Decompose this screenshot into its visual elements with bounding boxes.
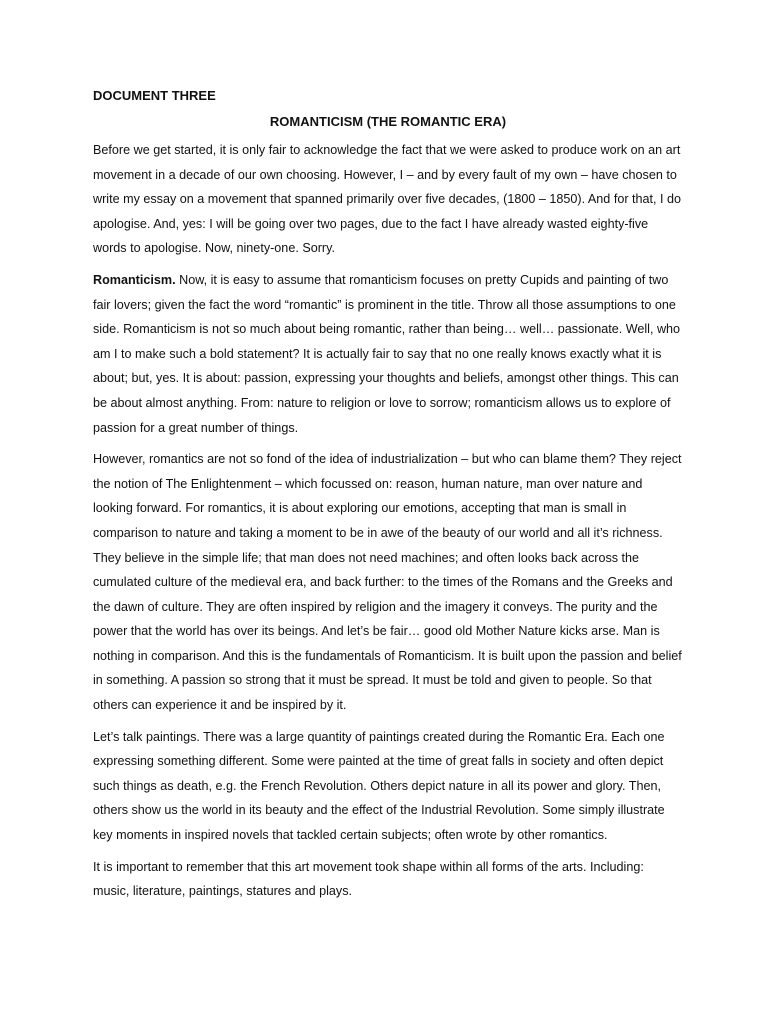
paragraph-arts xyxy=(93,855,683,904)
paragraph-text: Before we get started, it is only fair to acknowledge the fact that we were asked to produce work on an art movement in a decade of our own choosing. However, I – and by every fault of my own – have chosen to write my essay on a movement that spanned primarily over five decades, (1800 – 1850). And for that, I do apologise. And, yes: I will be going over two pages, due to the fact I have already wasted eighty-five words to apologise. Now, ninety-one. Sorry. xyxy=(93,143,682,256)
paragraph-industrialization xyxy=(93,447,683,718)
document-title: ROMANTICISM (THE ROMANTIC ERA) xyxy=(269,114,507,129)
paragraph-text: It is important to remember that this art movement took shape within all forms of the arts. Including: music, literature, paintings, statures and plays. xyxy=(93,859,644,899)
paragraph-intro xyxy=(93,138,683,261)
document-label: DOCUMENT THREE xyxy=(93,88,216,103)
paragraph-text: Let’s talk paintings. There was a large quantity of paintings created during the Romantic Era. Each one expressing something different. Some were painted at the time of great falls in society and often depict such things as death, e.g. the French Revolution. Others depict nature in all its power and glory. Then, others show us the world in its beauty and the effect of the Industrial Revolution. Some simply illustrate key moments in inspired novels that tackled certain subjects; often wrote by other romantics. xyxy=(93,729,665,843)
paragraph-paintings xyxy=(93,725,683,848)
paragraph-lead: Romanticism. xyxy=(93,272,176,287)
document-body xyxy=(93,86,683,911)
paragraph-text: Now, it is easy to assume that romanticism focuses on pretty Cupids and painting of two fair lovers; given the fact the word “romantic” is prominent in the title. Throw all those assumptions to one side. Romanticism is not so much about being romantic, rather than being… well… passionate. Well, who am I to make such a bold statement? It is actually fair to say that no one really knows exactly what it is about; but, yes. It is about: passion, expressing your thoughts and beliefs, amongst other things. This can be about almost anything. From: nature to religion or love to sorrow; romanticism allows us to explore of passion for a great number of things. xyxy=(93,272,681,435)
paragraph-text: However, romantics are not so fond of the idea of industrialization – but who can blame them? They reject the notion of The Enlightenment – which focussed on: reason, human nature, man over nature and looking forward. For romantics, it is about exploring our emotions, accepting that man is small in comparison to nature and taking a moment to be in awe of the beauty of our world and all it’s richness. They believe in the simple life; that man does not need machines; and often looks back across the cumulated culture of the medieval era, and back further: to the times of the Romans and the Greeks and the dawn of culture. They are often inspired by religion and the imagery it conveys. The purity and the power that the world has over its beings. And let’s be fair… good old Mother Nature kicks arse. Man is nothing in comparison. And this is the fundamentals of Romanticism. It is built upon the passion and belief in something. A passion so strong that it must be spread. It must be told and given to people. So that others can experience it and be inspired by it. xyxy=(93,452,682,713)
paragraph-romanticism xyxy=(93,268,683,440)
